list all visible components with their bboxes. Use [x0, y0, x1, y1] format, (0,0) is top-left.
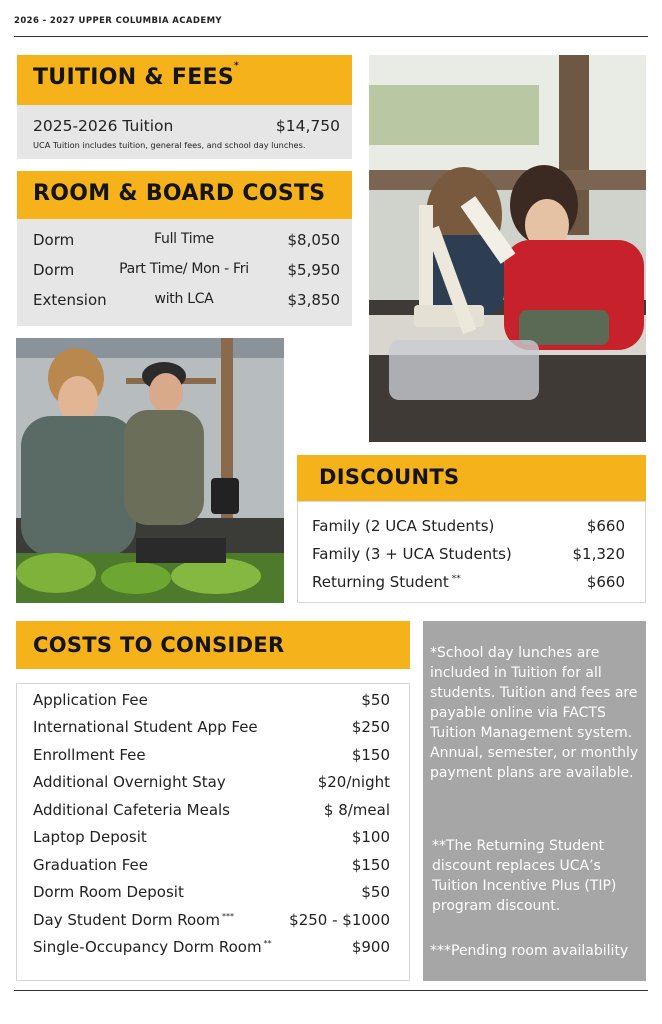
cost-amount: $150 — [351, 746, 390, 764]
cost-amount: $50 — [361, 883, 390, 901]
cost-amount: $150 — [351, 856, 390, 874]
tuition-note: UCA Tuition includes tuition, general fees, and school day lunches. — [33, 140, 306, 150]
room-board-heading-banner — [17, 171, 352, 219]
discounts-heading-banner — [297, 455, 646, 501]
costs-heading-banner — [16, 621, 410, 669]
cost-label-text: Dorm Room Deposit — [33, 883, 184, 901]
room-board-type: Extension — [33, 291, 107, 309]
room-board-plan: Full Time — [154, 231, 214, 247]
cost-label — [33, 773, 226, 791]
room-board-amount: $3,850 — [287, 291, 340, 309]
cost-label — [33, 911, 234, 929]
room-board-amount: $8,050 — [287, 231, 340, 249]
cost-label — [33, 828, 147, 846]
cost-amount: $250 - $1000 — [289, 911, 390, 929]
cost-amount: $100 — [351, 828, 390, 846]
lab-microscope-photo — [369, 55, 646, 442]
greenhouse-students-photo — [16, 338, 284, 603]
cost-label — [33, 856, 148, 874]
discount-label-text: Family (3 + UCA Students) — [312, 545, 512, 563]
tuition-amount: $14,750 — [275, 117, 340, 135]
tuition-heading-mark: * — [234, 61, 240, 71]
discount-amount: $1,320 — [572, 545, 625, 563]
room-board-type: Dorm — [33, 261, 75, 279]
cost-label-text: Application Fee — [33, 691, 148, 709]
cost-label — [33, 801, 230, 819]
document-header: 2026 - 2027 UPPER COLUMBIA ACADEMY — [14, 16, 222, 26]
tuition-label: 2025-2026 Tuition — [33, 117, 174, 135]
cost-amount: $900 — [351, 938, 390, 956]
cost-label — [33, 718, 258, 736]
room-board-heading: ROOM & BOARD COSTS — [33, 181, 326, 206]
tuition-heading-banner — [17, 55, 352, 105]
cost-label-text: International Student App Fee — [33, 718, 258, 736]
top-rule — [14, 36, 648, 37]
discount-label — [312, 545, 512, 563]
tuition-heading: TUITION & FEES — [33, 65, 234, 90]
discount-label-text: Family (2 UCA Students) — [312, 517, 495, 535]
cost-label-text: Enrollment Fee — [33, 746, 146, 764]
costs-panel — [16, 683, 410, 981]
cost-label — [33, 938, 272, 956]
discount-amount: $660 — [586, 517, 625, 535]
cost-amount: $250 — [351, 718, 390, 736]
cost-label-text: Additional Cafeteria Meals — [33, 801, 230, 819]
discounts-heading: DISCOUNTS — [319, 465, 460, 489]
bottom-rule — [14, 990, 648, 991]
cost-label — [33, 746, 146, 764]
costs-heading: COSTS TO CONSIDER — [33, 633, 285, 657]
footnote-lunch-payment: *School day lunches are included in Tuition for all students. Tuition and fees are payable online via FACTS Tuition Management system. Annual, semester, or monthly payment plans are available. — [430, 645, 639, 781]
footnotes-panel — [423, 621, 646, 981]
room-board-plan: Part Time/ Mon - Fri — [119, 261, 249, 277]
discount-label-text: Returning Student — [312, 573, 449, 591]
cost-mark: ** — [263, 939, 272, 948]
cost-label-text: Day Student Dorm Room — [33, 911, 220, 929]
cost-label-text: Graduation Fee — [33, 856, 148, 874]
footnote-returning-student: **The Returning Student discount replaces UCA’s Tuition Incentive Plus (TIP) program discount. — [432, 838, 617, 914]
room-board-amount: $5,950 — [287, 261, 340, 279]
room-board-type: Dorm — [33, 231, 75, 249]
footnote-room-availability: ***Pending room availability — [430, 943, 629, 959]
room-board-panel — [17, 219, 352, 326]
discount-label — [312, 573, 461, 591]
discount-amount: $660 — [586, 573, 625, 591]
room-board-plan: with LCA — [154, 291, 214, 307]
cost-label-text: Laptop Deposit — [33, 828, 147, 846]
cost-mark: *** — [221, 912, 234, 921]
cost-amount: $50 — [361, 691, 390, 709]
discount-label — [312, 517, 494, 535]
cost-amount: $ 8/meal — [323, 801, 390, 819]
cost-label — [33, 691, 148, 709]
cost-amount: $20/night — [317, 773, 390, 791]
discounts-panel — [297, 501, 646, 603]
cost-label-text: Additional Overnight Stay — [33, 773, 226, 791]
tuition-panel — [17, 105, 352, 159]
cost-label — [33, 883, 184, 901]
cost-label-text: Single-Occupancy Dorm Room — [33, 938, 262, 956]
discount-mark: ** — [451, 574, 461, 584]
